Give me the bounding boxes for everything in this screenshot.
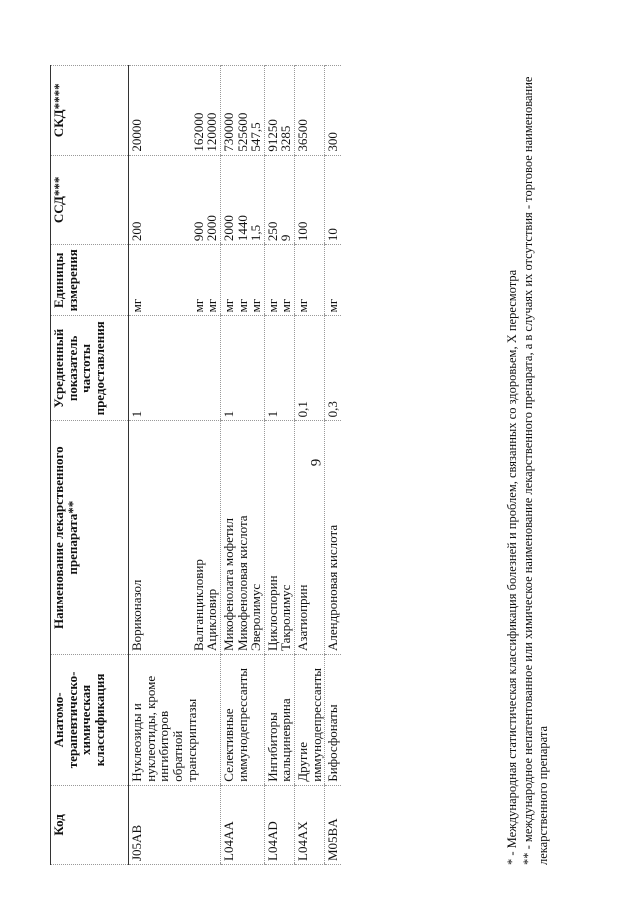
drug-name: Валганцикловир — [190, 559, 206, 652]
drug-name: Эверолимус — [248, 583, 264, 652]
table-header-row — [51, 66, 129, 865]
row-drug-names — [129, 421, 221, 655]
row-atc: Ингибиторы кальциневрина — [264, 655, 294, 786]
drug-name: Алендроновая кислота — [325, 524, 341, 652]
unit: мг — [234, 298, 250, 313]
unit: мг — [248, 298, 264, 313]
row-ssd — [325, 155, 341, 245]
unit: мг — [129, 298, 144, 313]
row-frequency: 0,1 — [295, 316, 325, 421]
skd-value: 20000 — [129, 119, 144, 152]
unit: мг — [220, 298, 236, 313]
row-drug-names — [220, 421, 264, 655]
row-code: M05BA — [325, 785, 341, 864]
row-units — [325, 245, 341, 316]
skd-value: 120000 — [204, 112, 220, 152]
skd-value: 91250 — [264, 119, 280, 152]
row-units — [264, 245, 294, 316]
footnote: * - Международная статистическая классификация болезней и проблем, связанных со здоровьем, X пересмотра — [505, 269, 519, 865]
drug-name: Ацикловир — [204, 588, 220, 652]
header-atc: Анатомо-терапевтическо-химическая классификация — [51, 655, 129, 786]
rotated-document-content — [50, 65, 610, 865]
ssd-value: 100 — [295, 221, 311, 242]
row-atc: Другие иммунодепрессанты — [295, 655, 325, 786]
row-frequency: 1 — [220, 316, 264, 421]
row-ssd — [264, 155, 294, 245]
skd-value: 525600 — [234, 112, 250, 152]
ssd-value: 2000 — [220, 215, 236, 242]
ssd-value: 9 — [278, 234, 294, 242]
drug-name: Такролимус — [278, 584, 294, 652]
footnotes — [505, 65, 552, 865]
header-code: Код — [51, 785, 129, 864]
unit: мг — [295, 298, 311, 313]
unit: мг — [204, 298, 220, 313]
ssd-value: 900 — [190, 221, 206, 242]
row-code: L04AA — [220, 785, 264, 864]
row-code: L04AD — [264, 785, 294, 864]
skd-value: 162000 — [190, 112, 206, 152]
ssd-value: 250 — [264, 221, 280, 242]
drug-name: Азатиоприн — [295, 584, 311, 652]
row-skd — [129, 66, 221, 156]
drug-name: Вориконазол — [129, 579, 144, 652]
table-row — [220, 66, 264, 865]
header-ssd: ССД*** — [51, 155, 129, 245]
drug-name: Микофенолата мофетил — [220, 518, 236, 652]
unit: мг — [190, 298, 206, 313]
header-skd: СКД**** — [51, 66, 129, 156]
row-units — [129, 245, 221, 316]
row-ssd — [129, 155, 221, 245]
row-drug-names — [295, 421, 325, 655]
row-skd — [220, 66, 264, 156]
row-skd — [325, 66, 341, 156]
ssd-value: 200 — [129, 221, 144, 242]
drug-name: Микофеноловая кислота — [234, 515, 250, 652]
table-row — [295, 66, 325, 865]
row-skd — [295, 66, 325, 156]
header-unit: Единицы измерения — [51, 245, 129, 316]
skd-value: 300 — [325, 132, 341, 152]
header-frequency: Усредненный показатель частоты предоставления — [51, 316, 129, 421]
row-skd — [264, 66, 294, 156]
skd-value: 36500 — [295, 119, 311, 152]
row-units — [220, 245, 264, 316]
table-row — [325, 66, 341, 865]
row-drug-names — [264, 421, 294, 655]
skd-value: 730000 — [220, 112, 236, 152]
row-drug-names — [325, 421, 341, 655]
ssd-value: 2000 — [204, 215, 220, 242]
footnote: ** - международное непатентованное или химическое наименование лекарственного препарата, а в случаях их отсутствия - торговое наименование лекарственного препарата — [520, 76, 551, 865]
row-units — [295, 245, 325, 316]
drug-table — [50, 65, 341, 865]
ssd-value: 10 — [325, 228, 341, 242]
row-frequency: 0,3 — [325, 316, 341, 421]
row-ssd — [295, 155, 325, 245]
row-atc: Нуклеозиды и нуклеотиды, кроме ингибиторов обратной транскриптазы — [129, 655, 221, 786]
row-code: L04AX — [295, 785, 325, 864]
unit: мг — [278, 298, 294, 313]
ssd-value: 1440 — [234, 215, 250, 242]
skd-value: 3285 — [278, 125, 294, 152]
header-drug-name: Наименование лекарственного препарата** — [51, 421, 129, 655]
drug-name: Циклоспорин — [264, 575, 280, 652]
ssd-value: 1,5 — [248, 224, 264, 242]
row-frequency: 1 — [264, 316, 294, 421]
table-row — [129, 66, 221, 865]
row-atc: Селективные иммунодепрессанты — [220, 655, 264, 786]
row-frequency: 1 — [129, 316, 221, 421]
table-row — [264, 66, 294, 865]
page-number: 9 — [308, 458, 325, 467]
unit: мг — [325, 298, 341, 313]
unit: мг — [264, 298, 280, 313]
row-ssd — [220, 155, 264, 245]
row-atc: Бифосфонаты — [325, 655, 341, 786]
row-code: J05AB — [129, 785, 221, 864]
skd-value: 547,5 — [248, 122, 264, 152]
